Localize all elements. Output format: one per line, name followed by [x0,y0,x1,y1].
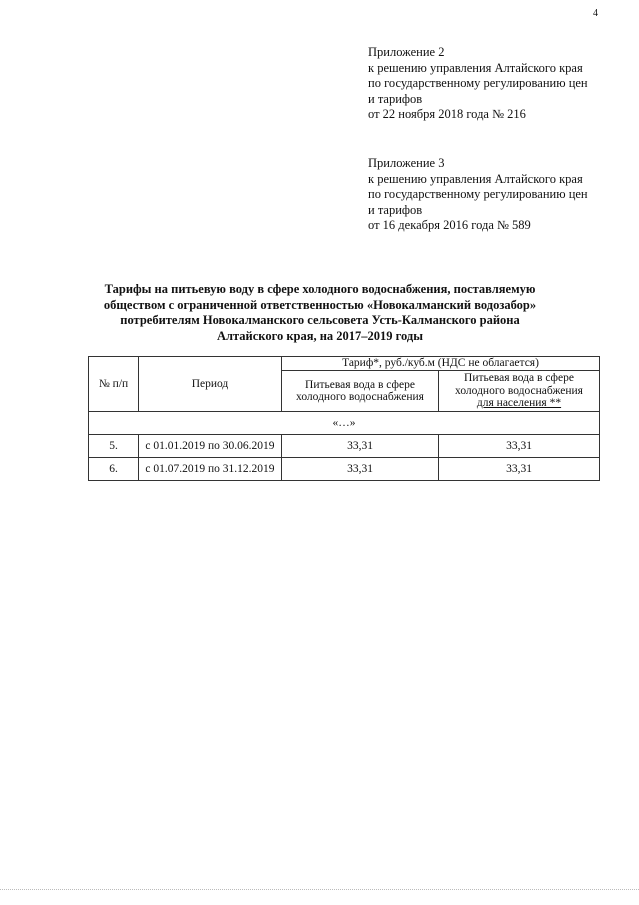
table-row [89,435,600,458]
header-population-line: для населения ** [476,397,562,410]
header-number: № п/п [89,357,139,412]
tariff-table [88,356,600,481]
appendix-2-line: к решению управления Алтайского края [368,60,583,75]
cell-number: 6. [89,458,139,481]
cell-drinking-water: 33,31 [282,458,439,481]
cell-period: с 01.01.2019 по 30.06.2019 [139,435,282,458]
table-row [89,458,600,481]
appendix-3-line: Приложение 3 [368,156,445,170]
header-drinking-water [282,371,439,412]
table-row-ellipsis [89,412,600,435]
footer-divider [0,889,639,890]
appendix-3-line: и тарифов [368,202,423,217]
header-population [439,371,600,412]
document-title [70,282,570,344]
appendix-2-line: Приложение 2 [368,45,445,59]
table-header-row [89,357,600,371]
header-drinking-water-line: Питьевая вода в сфере [305,378,415,391]
ellipsis-cell: «…» [89,412,600,435]
header-population-line: холодного водоснабжения [455,384,583,397]
appendix-2-line: по государственному регулированию цен [368,76,588,90]
cell-drinking-water: 33,31 [282,435,439,458]
cell-population: 33,31 [439,435,600,458]
document-title-line: обществом с ограниченной ответственностью «Новокалманский водозабор» [103,297,537,312]
appendix-3-line: по государственному регулированию цен [368,187,588,201]
appendix-2-line: от 22 ноября 2018 года № 216 [368,107,526,121]
appendix-2-header [368,45,628,123]
cell-population: 33,31 [439,458,600,481]
appendix-3-line: от 16 декабря 2016 года № 589 [368,218,531,232]
appendix-3-line: к решению управления Алтайского края [368,171,583,186]
document-title-line: Тарифы на питьевую воду в сфере холодного водоснабжения, поставляемую [104,282,536,296]
header-population-line: Питьевая вода в сфере [464,372,574,385]
appendix-2-line: и тарифов [368,91,423,106]
page-number: 4 [593,8,598,19]
header-tariff-group: Тариф*, руб./куб.м (НДС не облагается) [282,357,600,371]
document-title-line: Алтайского края, на 2017–2019 годы [216,328,424,343]
cell-number: 5. [89,435,139,458]
appendix-3-header [368,156,628,234]
document-title-line: потребителям Новокалманского сельсовета Усть-Калманского района [120,313,520,327]
header-period: Период [139,357,282,412]
cell-period: с 01.07.2019 по 31.12.2019 [139,458,282,481]
header-drinking-water-line: холодного водоснабжения [296,391,424,403]
